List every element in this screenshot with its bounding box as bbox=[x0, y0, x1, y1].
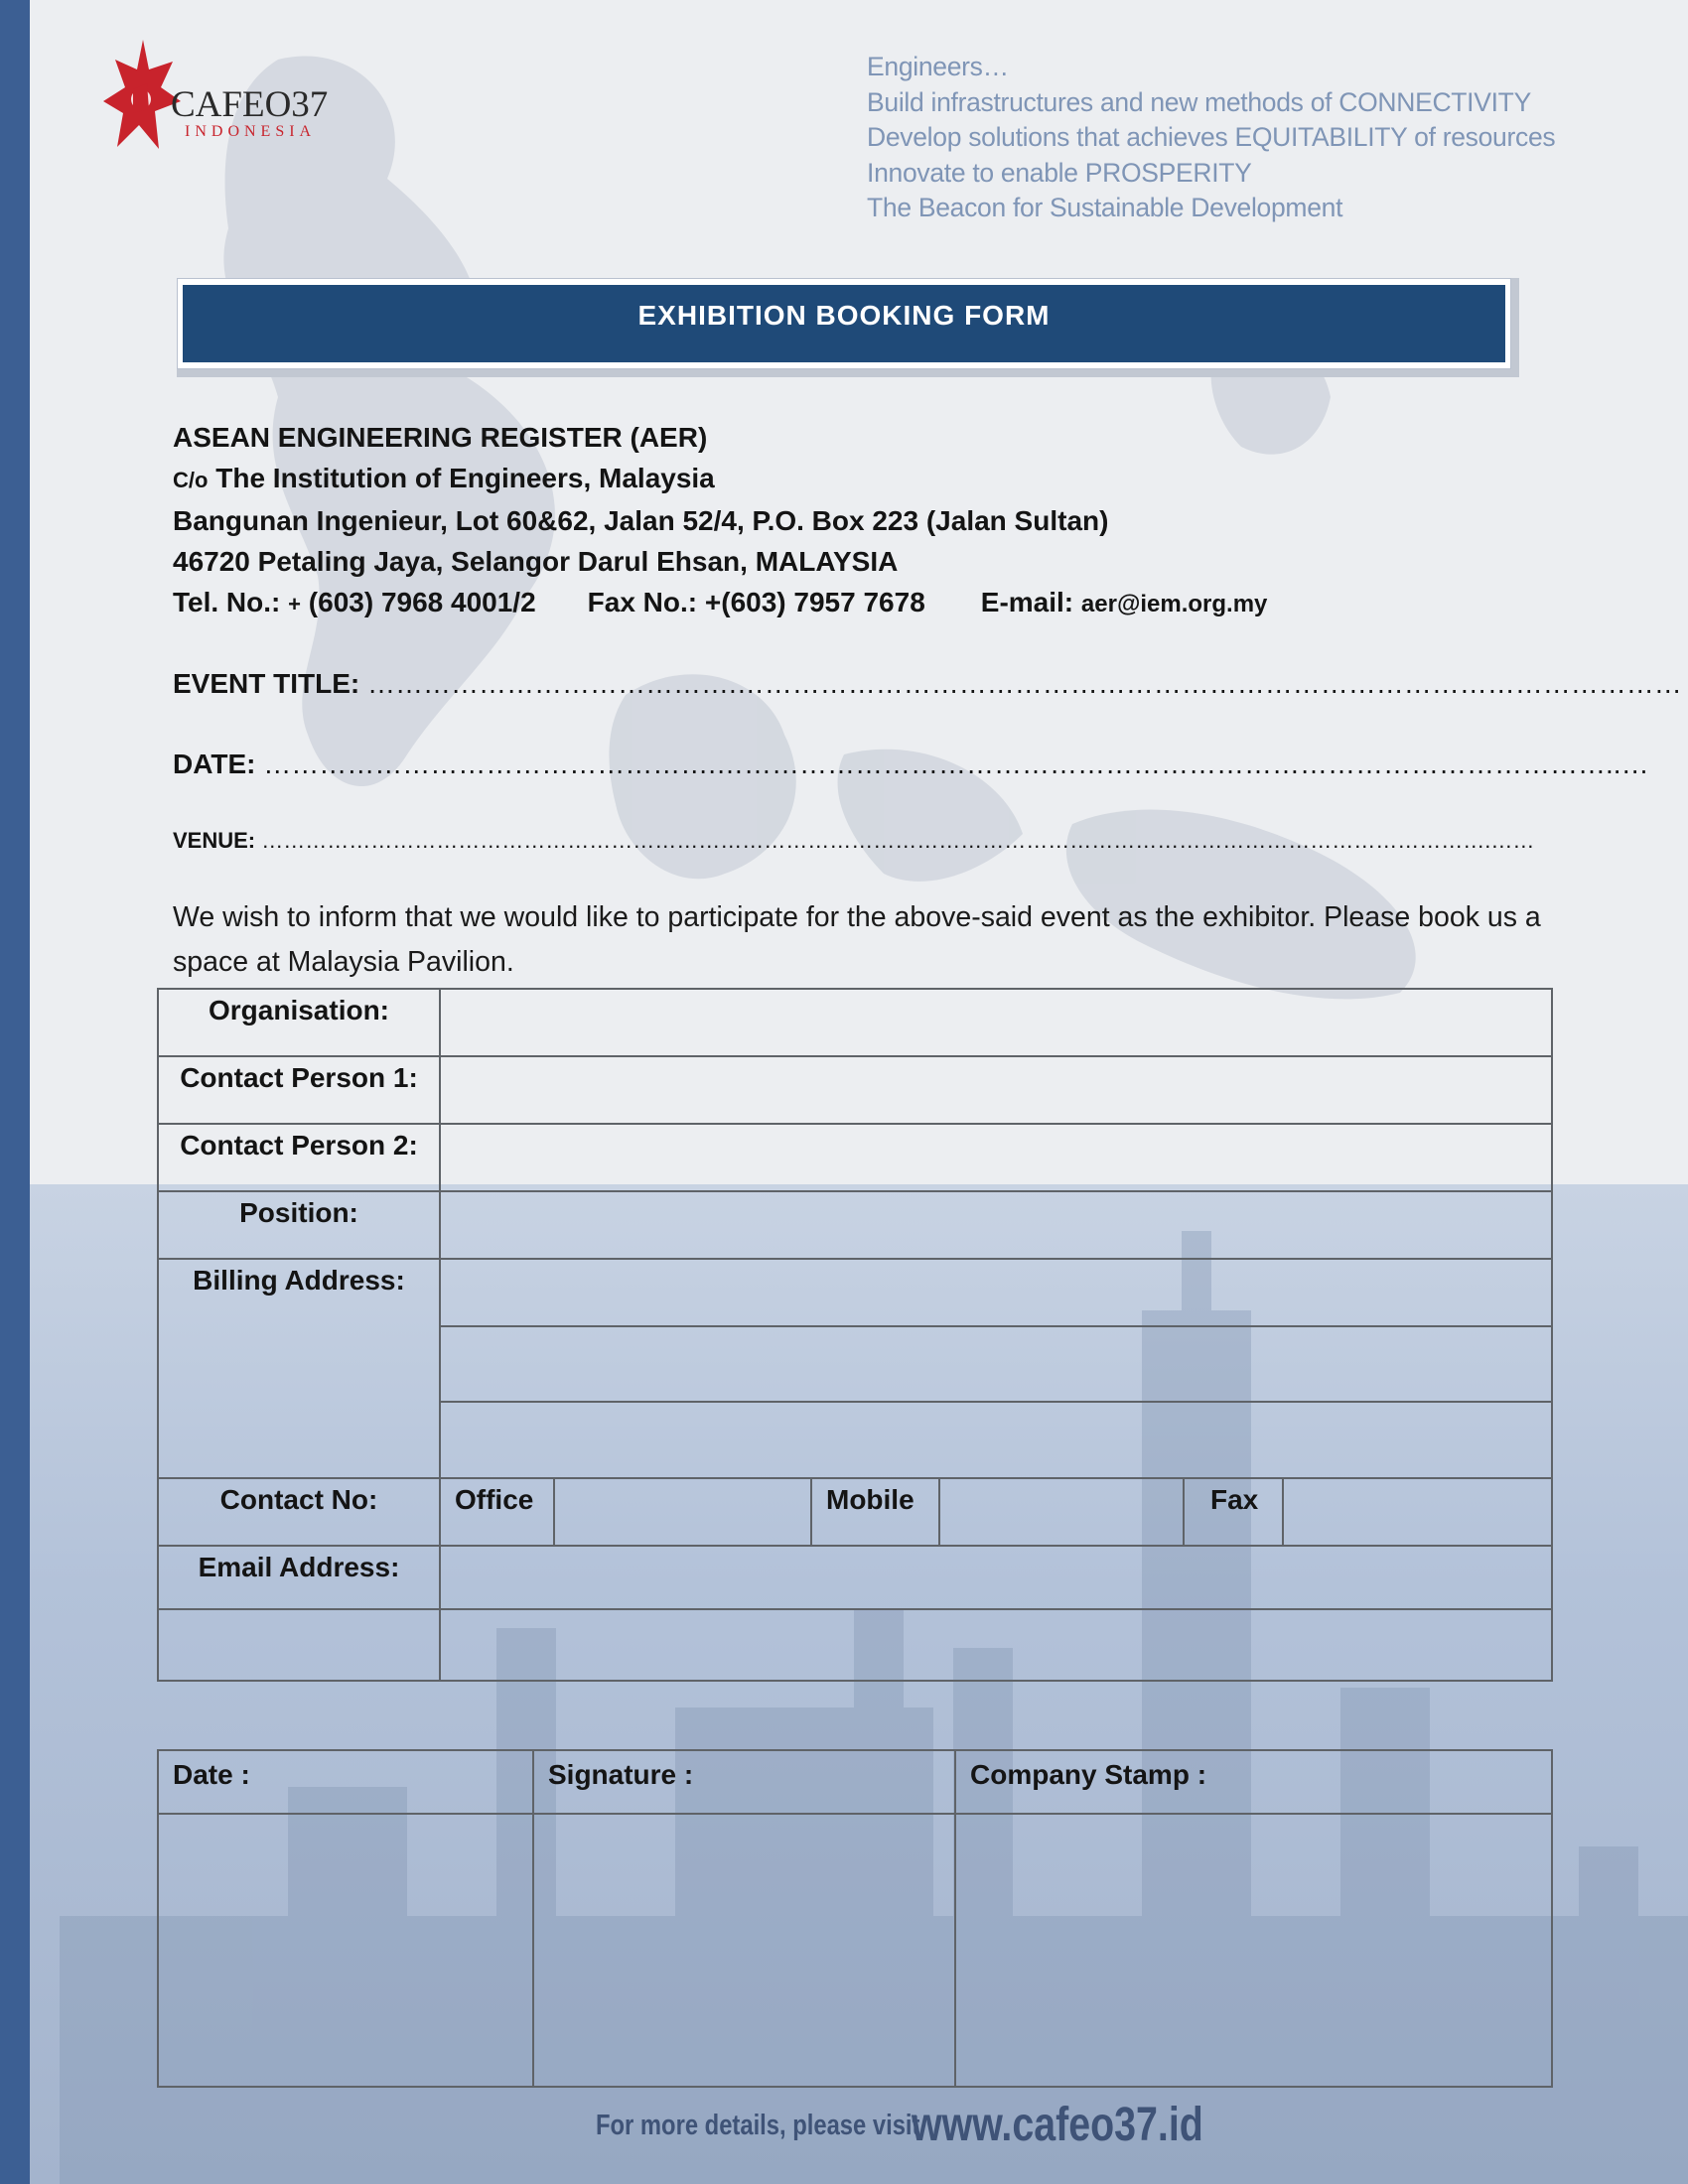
side-stripe bbox=[0, 0, 30, 2184]
contact-no-label: Contact No: bbox=[158, 1478, 440, 1546]
tel-plus: + bbox=[288, 592, 302, 616]
organisation-label: Organisation: bbox=[158, 989, 440, 1056]
contact-person-1-label: Contact Person 1: bbox=[158, 1056, 440, 1124]
footer bbox=[596, 2099, 1291, 2151]
extra-label-cell bbox=[158, 1609, 440, 1681]
event-title-dots: ………………………………….………………………………………………………………………………………… bbox=[367, 668, 1682, 699]
signoff-stamp-label: Company Stamp : bbox=[955, 1750, 1552, 1814]
contact-person-1-input[interactable] bbox=[440, 1056, 1552, 1124]
contact-line bbox=[173, 582, 1563, 624]
signoff-date-label: Date : bbox=[158, 1750, 533, 1814]
logo-emblem-icon bbox=[103, 40, 181, 151]
booking-details-table bbox=[157, 988, 1553, 1682]
signoff-signature-label: Signature : bbox=[533, 1750, 955, 1814]
position-label: Position: bbox=[158, 1191, 440, 1259]
venue-field[interactable] bbox=[173, 828, 1535, 854]
care-of-prefix: C/o bbox=[173, 468, 209, 492]
date-dots: ………………………………………….……………………………………………………………………………………..… bbox=[263, 749, 1649, 779]
signoff-signature-input[interactable] bbox=[533, 1814, 955, 2087]
tagline-line: Engineers… bbox=[867, 52, 1009, 81]
billing-address-input-3[interactable] bbox=[440, 1402, 1552, 1478]
tel-label: Tel. No.: bbox=[173, 587, 281, 617]
footer-prefix: For more details, please visit bbox=[596, 2110, 920, 2141]
contact-person-2-input[interactable] bbox=[440, 1124, 1552, 1191]
office-input[interactable] bbox=[554, 1478, 811, 1546]
organisation-input[interactable] bbox=[440, 989, 1552, 1056]
contact-person-2-label: Contact Person 2: bbox=[158, 1124, 440, 1191]
mobile-label: Mobile bbox=[811, 1478, 939, 1546]
venue-dots: …………………………………………………………………………………………………………………………………………………….…… bbox=[261, 828, 1535, 853]
email-address-label: Email Address: bbox=[158, 1546, 440, 1609]
billing-address-label: Billing Address: bbox=[158, 1259, 440, 1478]
care-of-line bbox=[173, 458, 1563, 500]
fax-label: Fax No.: bbox=[587, 587, 698, 617]
cafeo37-logo bbox=[85, 36, 363, 155]
date-label: DATE: bbox=[173, 749, 256, 779]
care-of-name: The Institution of Engineers, Malaysia bbox=[215, 463, 715, 493]
title-banner bbox=[177, 278, 1511, 369]
logo-country: INDONESIA bbox=[185, 123, 317, 140]
fax-label: Fax bbox=[1184, 1478, 1283, 1546]
footer-url[interactable]: www.cafeo37.id bbox=[912, 2099, 1203, 2151]
date-field[interactable] bbox=[173, 749, 1649, 780]
position-input[interactable] bbox=[440, 1191, 1552, 1259]
form-title: EXHIBITION BOOKING FORM bbox=[183, 285, 1505, 362]
email-address-input[interactable] bbox=[440, 1546, 1552, 1609]
fax-input[interactable] bbox=[1283, 1478, 1552, 1546]
tagline-line: The Beacon for Sustainable Development bbox=[867, 193, 1343, 222]
address-line-3: Bangunan Ingenieur, Lot 60&62, Jalan 52/4, P.O. Box 223 (Jalan Sultan) bbox=[173, 505, 1109, 536]
tagline-line: Innovate to enable PROSPERITY bbox=[867, 157, 1252, 188]
address-line-4: 46720 Petaling Jaya, Selangor Darul Ehsan, MALAYSIA bbox=[173, 546, 899, 577]
logo-wordmark: CAFEO37 bbox=[171, 84, 329, 125]
billing-address-input-2[interactable] bbox=[440, 1326, 1552, 1402]
billing-address-input-1[interactable] bbox=[440, 1259, 1552, 1326]
mobile-input[interactable] bbox=[939, 1478, 1184, 1546]
signoff-table bbox=[157, 1749, 1553, 2088]
org-name: ASEAN ENGINEERING REGISTER (AER) bbox=[173, 422, 708, 453]
event-title-label: EVENT TITLE: bbox=[173, 668, 360, 699]
tel-value: (603) 7968 4001/2 bbox=[308, 587, 536, 617]
office-label: Office bbox=[440, 1478, 554, 1546]
signoff-date-input[interactable] bbox=[158, 1814, 533, 2087]
venue-label: VENUE: bbox=[173, 828, 256, 853]
tagline-line: Develop solutions that achieves EQUITABILITY of resources bbox=[867, 122, 1556, 152]
intro-paragraph: We wish to inform that we would like to participate for the above-said event as the exhibitor. Please book us a space at Malaysia Pavilion. bbox=[173, 901, 1541, 978]
address-block bbox=[173, 417, 1563, 624]
fax-value: +(603) 7957 7678 bbox=[704, 587, 925, 617]
event-title-field[interactable] bbox=[173, 668, 1682, 700]
tagline bbox=[867, 50, 1621, 226]
tagline-line: Build infrastructures and new methods of CONNECTIVITY bbox=[867, 86, 1531, 117]
extra-input[interactable] bbox=[440, 1609, 1552, 1681]
signoff-stamp-input[interactable] bbox=[955, 1814, 1552, 2087]
email-label: E-mail: bbox=[980, 587, 1074, 617]
email-value: aer@iem.org.my bbox=[1080, 591, 1268, 617]
